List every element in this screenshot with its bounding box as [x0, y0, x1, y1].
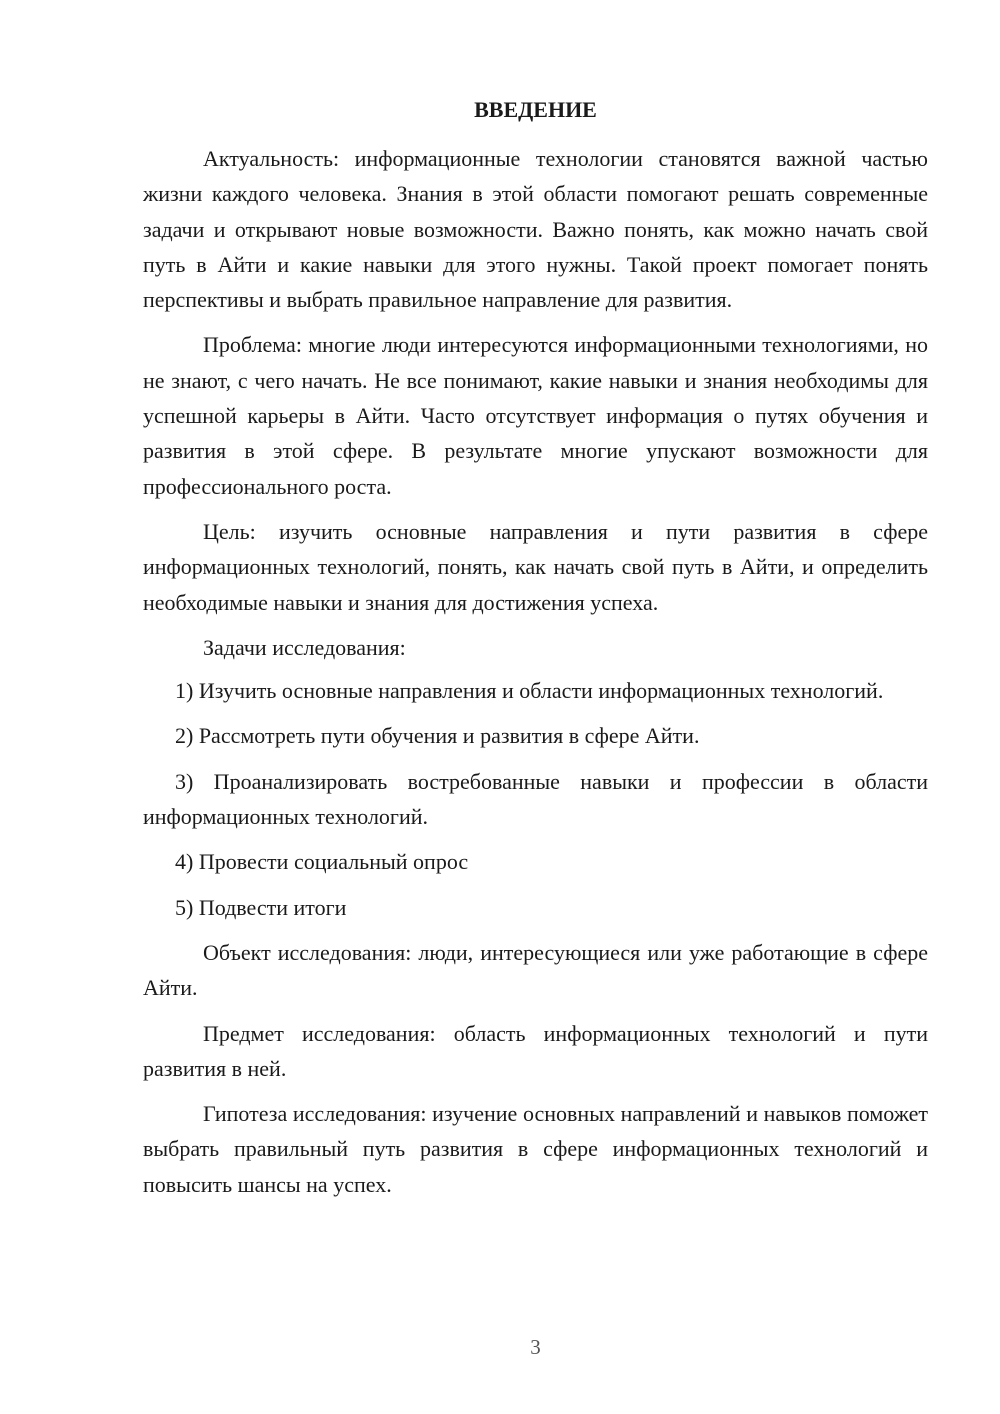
task-item-4: 4) Провести социальный опрос: [175, 849, 469, 875]
paragraph-problem: Проблема: многие люди интересуются информационными технологиями, но не знают, с чего начать. Не все понимают, какие навыки и знания необходимы для успешной карьеры в Айти. Часто отсутствует информация о путях обучения и развития в этой сфере. В результате многие упускают возможности для профессионального роста.: [143, 332, 928, 499]
section-heading: ВВЕДЕНИЕ: [474, 97, 597, 122]
document-page: [143, 0, 928, 1414]
page-number: 3: [530, 1335, 541, 1359]
paragraph-tasks-heading: Задачи исследования:: [203, 634, 406, 660]
paragraph-relevance: Актуальность: информационные технологии становятся важной частью жизни каждого человека. Знания в этой области помогают решать современные задачи и открывают новые возможности. Важно понять, как можно начать свой путь в Айти и какие навыки для этого нужны. Такой проект помогает понять перспективы и выбрать правильное направление для развития.: [143, 146, 928, 313]
task-item-1: 1) Изучить основные направления и области информационных технологий.: [175, 678, 884, 704]
task-item-5: 5) Подвести итоги: [175, 894, 347, 920]
task-item-3: 3) Проанализировать востребованные навыки и профессии в области информационных технологий.: [143, 768, 928, 830]
body-text: [143, 141, 928, 1212]
paragraph-object: Объект исследования: люди, интересующиеся или уже работающие в сфере Айти.: [143, 939, 928, 1001]
paragraph-subject: Предмет исследования: область информационных технологий и пути развития в ней.: [143, 1020, 928, 1081]
task-item-2: 2) Рассмотреть пути обучения и развития в сфере Айти.: [175, 723, 700, 749]
paragraph-hypothesis: Гипотеза исследования: изучение основных направлений и навыков поможет выбрать правильный путь развития в сфере информационных технологий и повысить шансы на успех.: [143, 1101, 928, 1197]
paragraph-goal: Цель: изучить основные направления и пути развития в сфере информационных технологий, понять, как начать свой путь в Айти, и определить необходимые навыки и знания для достижения успеха.: [143, 518, 928, 615]
